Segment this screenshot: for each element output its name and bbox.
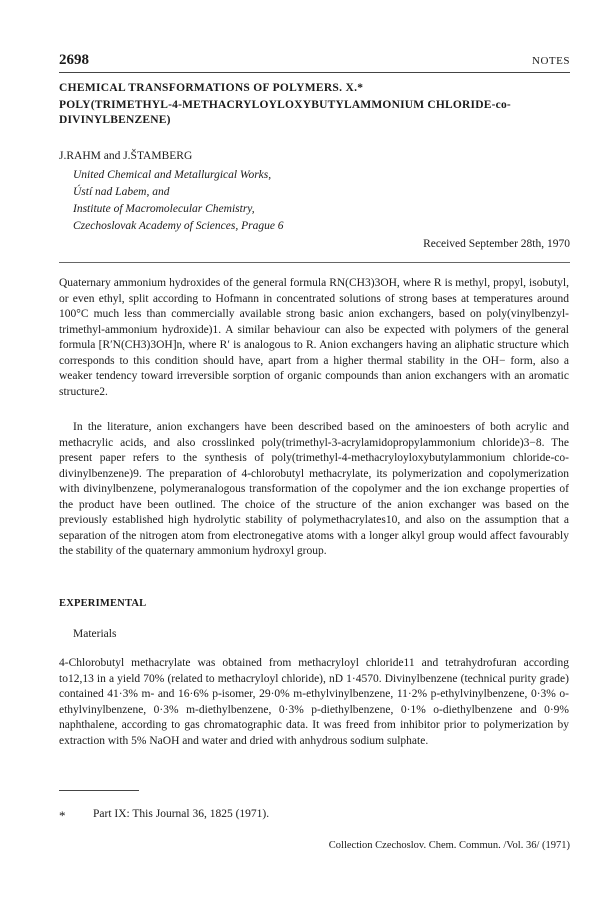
header-rule: [59, 72, 570, 73]
section-label: NOTES: [532, 55, 570, 67]
paragraph-materials: 4-Chlorobutyl methacrylate was obtained from methacryloyl chloride11 and tetrahydrofuran according to12,13 in a yield 70% (related to methacryloyl chloride), nD 1·4570. Divinylbenzene (technical purity grade) contained 41·3% m- and 16·6% p-isomer, 29·0% m-ethylvinylbenzene, 11·2% p-ethylvinylbenzene, 0·3% o-ethylvinylbenzene, 0·3% m-diethylbenzene, 0·3% p-diethylbenzene, 0·1% o-diethylbenzene and 0·9% naphthalene, according to gas chromatographic data. It was freed from inhibitor prior to polymerization by extraction with 5% NaOH and water and dried with anhydrous sodium sulphate.: [59, 657, 569, 747]
affiliation-line: Institute of Macromolecular Chemistry,: [73, 203, 255, 215]
article-title: POLY(TRIMETHYL-4-METHACRYLOYLOXYBUTYLAMMONIUM CHLORIDE-co-DIVINYLBENZENE): [59, 99, 511, 126]
footnote-rule: [59, 790, 139, 791]
page-number: 2698: [59, 52, 89, 68]
affiliation: [73, 167, 284, 235]
journal-footer: Collection Czechoslov. Chem. Commun. /Vol. 36/ (1971): [328, 840, 570, 851]
abstract-rule: [59, 262, 570, 263]
heading-materials: Materials: [73, 628, 117, 640]
paragraph-literature: In the literature, anion exchangers have been described based on the aminoesters of both acrylic and methacrylic acids, and also crosslinked poly(trimethyl-3-acrylamidopropylammonium chloride)3−8. The present paper refers to the synthesis of poly(trimethyl-4-methacryloyloxybutylammonium chloride-co-divinylbenzene)9. The preparation of 4-chlorobutyl methacrylate, its polymerization and copolymerization with divinylbenzene, polymeranalogous transformation of the copolymer and the ion exchange properties of the product have been outlined. The choice of the structure of the anion exchanger was based on the previously established high hydrolytic stability of polymethacrylates10, and also on the assumption that a separation of the nitrogen atom from electronegative atoms with a longer alkyl group would affect favourably the stability of the quaternary ammonium hydroxyl group.: [59, 421, 569, 557]
affiliation-line: United Chemical and Metallurgical Works,: [73, 169, 272, 181]
footnote-mark: *: [59, 808, 66, 823]
affiliation-line: Czechoslovak Academy of Sciences, Prague 6: [73, 220, 284, 232]
authors: J.RAHM and J.ŠTAMBERG: [59, 150, 193, 162]
footnote-text: Part IX: This Journal 36, 1825 (1971).: [93, 808, 270, 820]
heading-experimental: EXPERIMENTAL: [59, 598, 147, 609]
affiliation-line: Ústí nad Labem, and: [73, 186, 170, 198]
article-series-title: CHEMICAL TRANSFORMATIONS OF POLYMERS. X.*: [59, 82, 364, 94]
paragraph-intro: Quaternary ammonium hydroxides of the general formula RN(CH3)3OH, where R is methyl, propyl, isobutyl, or even ethyl, split according to Hofmann in concentrated solutions of strong bases at temperatures around 100°C much less than commercially available strong basic anion exchangers, based on poly(vinylbenzyl-trimethyl-ammonium hydroxide)1. A similar behaviour can also be expected with polymers of the general formula [R′N(CH3)3OH]n, where R′ is analogous to R. Anion exchangers having an aliphatic structure which corresponds to this condition should have, apart from a higher thermal stability in the OH− form, also a weaker tendency toward irreversible sorption of organic compounds than anion exchangers with an aromatic structure2.: [59, 277, 569, 398]
received-date: Received September 28th, 1970: [423, 238, 570, 250]
